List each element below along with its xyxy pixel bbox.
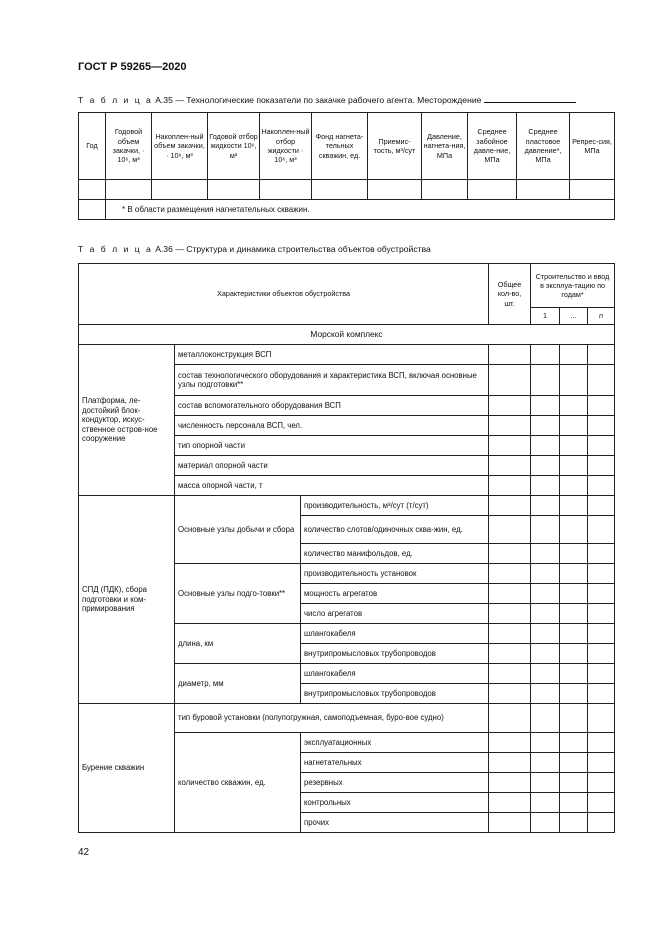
spd-item: шлангокабеля [301,624,489,644]
drilling-item: нагнетательных [301,753,489,773]
table35-col-header: Давление, нагнета-ния, МПа [422,113,468,180]
table36-header-year-n: n [588,308,615,325]
platform-row: масса опорной части, т [175,476,489,496]
table36-caption-lead: Т а б л и ц а [78,244,153,254]
spd-item: внутрипромысловых трубопроводов [301,684,489,704]
table35-blank-line [484,93,576,103]
table35-col-header: Среднее пластовое давление*, МПа [517,113,570,180]
table35-col-header: Год [79,113,106,180]
table35-footnote: * В области размещения нагнетательных скважин. [106,200,615,220]
table36-caption-text: А.36 — Структура и динамика строительства объектов обустройства [155,244,431,254]
table35-col-header: Репрес-сия, МПа [570,113,615,180]
drilling-rig-row: тип буровой установки (полупогружная, самоподъемная, буро-вое судно) [175,704,489,733]
drilling-item: резервных [301,773,489,793]
drilling-item: прочих [301,813,489,833]
table35-col-header: Фонд нагнета-тельных скважин, ед. [312,113,368,180]
table35-col-header: Приемис-тость, м³/сут [368,113,422,180]
spd-label: СПД (ПДК), сбора подготовки и ком-примирования [79,496,175,704]
drilling-item: эксплуатационных [301,733,489,753]
table35 [78,112,615,220]
table36-header-construction: Строительство и ввод в эксплуа-тацию по годам* [531,264,615,308]
spd-item: число агрегатов [301,604,489,624]
drilling-label: Бурение скважин [79,704,175,833]
spd-item: количество слотов/одиночных сква-жин, ед. [301,516,489,544]
table35-col-header: Накоплен-ный отбор жидкости · 10⁶, м³ [260,113,312,180]
spd-item: количество манифольдов, ед. [301,544,489,564]
spd-group-label: Основные узлы подго-товки** [175,564,301,624]
table35-col-header: Среднее забойное давле-ние, МПа [468,113,517,180]
table36-header-year-mid: ... [560,308,588,325]
table35-caption-text: А.35 — Технологические показатели по закачке рабочего агента. Месторождение [155,95,482,105]
table36-header-year-1: 1 [531,308,560,325]
table36 [78,263,615,833]
spd-item: производительность установок [301,564,489,584]
spd-item: шлангокабеля [301,664,489,684]
page-number: 42 [78,847,90,858]
table35-col-header: Годовой объем закачки, · 10⁶, м³ [106,113,152,180]
spd-item: внутрипромысловых трубопроводов [301,644,489,664]
table36-header-total: Общее кол-во, шт. [489,264,531,325]
platform-row: материал опорной части [175,456,489,476]
platform-row: численность персонала ВСП, чел. [175,416,489,436]
spd-group-label: диаметр, мм [175,664,301,704]
table35-caption [78,93,576,105]
table36-caption [78,244,431,254]
spd-group-label: длина, км [175,624,301,664]
spd-group-label: Основные узлы добычи и сбора [175,496,301,564]
table36-header-characteristics: Характеристики объектов обустройства [79,264,489,325]
table35-col-header: Накоплен-ный объем закачки, · 10⁶, м³ [152,113,208,180]
page-header: ГОСТ Р 59265—2020 [78,61,187,73]
platform-label: Платформа, ле-достойкий блок-кондуктор, искус-ственное остров-ное сооружение [79,345,175,496]
platform-row: состав вспомогательного оборудования ВСП [175,396,489,416]
platform-row: металлоконструкция ВСП [175,345,489,365]
drilling-item: контрольных [301,793,489,813]
drilling-count-label: количество скважин, ед. [175,733,301,833]
table-row [79,180,615,200]
table36-section-title: Морской комплекс [79,325,615,345]
table35-caption-lead: Т а б л и ц а [78,95,153,105]
platform-row: тип опорной части [175,436,489,456]
spd-item: мощность агрегатов [301,584,489,604]
spd-item: производительность, м³/сут (т/сут) [301,496,489,516]
platform-row: состав технологического оборудования и характеристика ВСП, включая основные узлы подготовки** [175,365,489,396]
table35-col-header: Годовой отбор жидкости 10⁶, м³ [208,113,260,180]
